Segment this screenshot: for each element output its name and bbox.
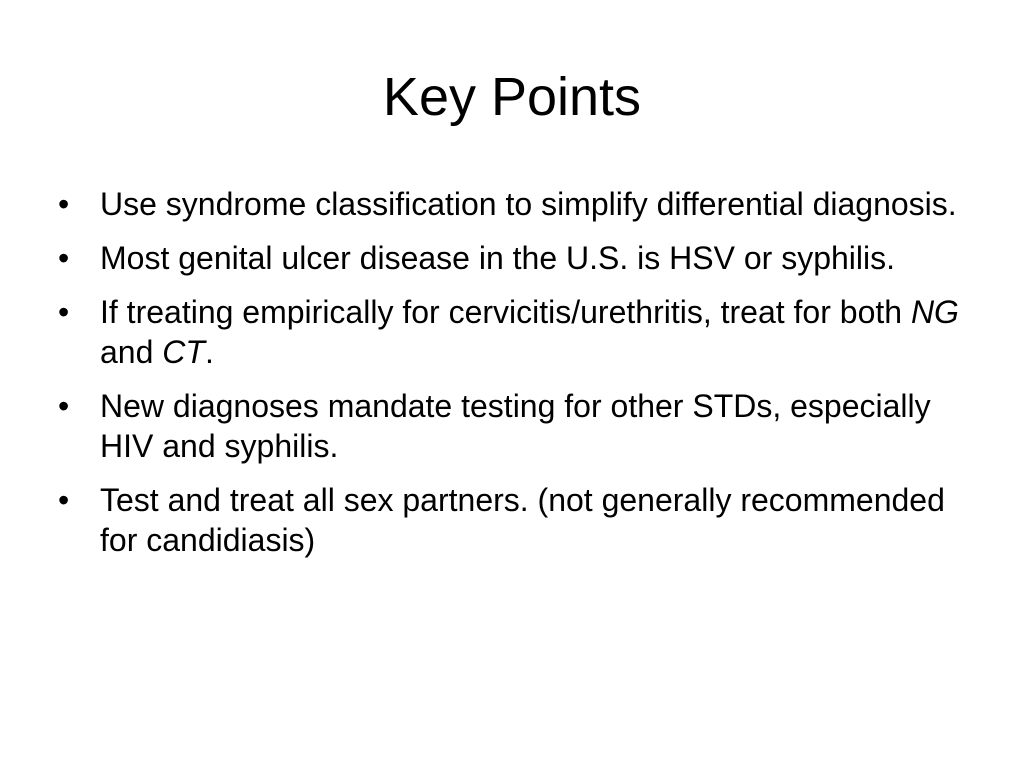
bullet-item [58,184,978,224]
emphasis-ng: NG [910,294,959,330]
bullet-text: Most genital ulcer disease in the U.S. is HSV or syphilis. [100,240,895,276]
bullet-icon: • [58,388,70,424]
emphasis-ct: CT [162,334,205,370]
bullet-text: Use syndrome classification to simplify differential diagnosis. [100,186,957,222]
bullet-icon: • [58,482,70,518]
bullet-item [58,386,978,466]
bullet-item [58,238,978,278]
bullet-item [58,292,978,372]
bullet-item [58,480,978,560]
slide-title: Key Points [382,67,642,127]
bullet-icon: • [58,294,70,330]
bullet-text: Test and treat all sex partners. (not generally recommended for candidiasis) [100,482,945,558]
bullet-icon: • [58,186,70,222]
bullet-list [58,184,978,574]
bullet-icon: • [58,240,70,276]
bullet-text: If treating empirically for cervicitis/urethritis, treat for both NG and CT. [100,294,959,370]
bullet-text: New diagnoses mandate testing for other STDs, especially HIV and syphilis. [100,388,931,464]
